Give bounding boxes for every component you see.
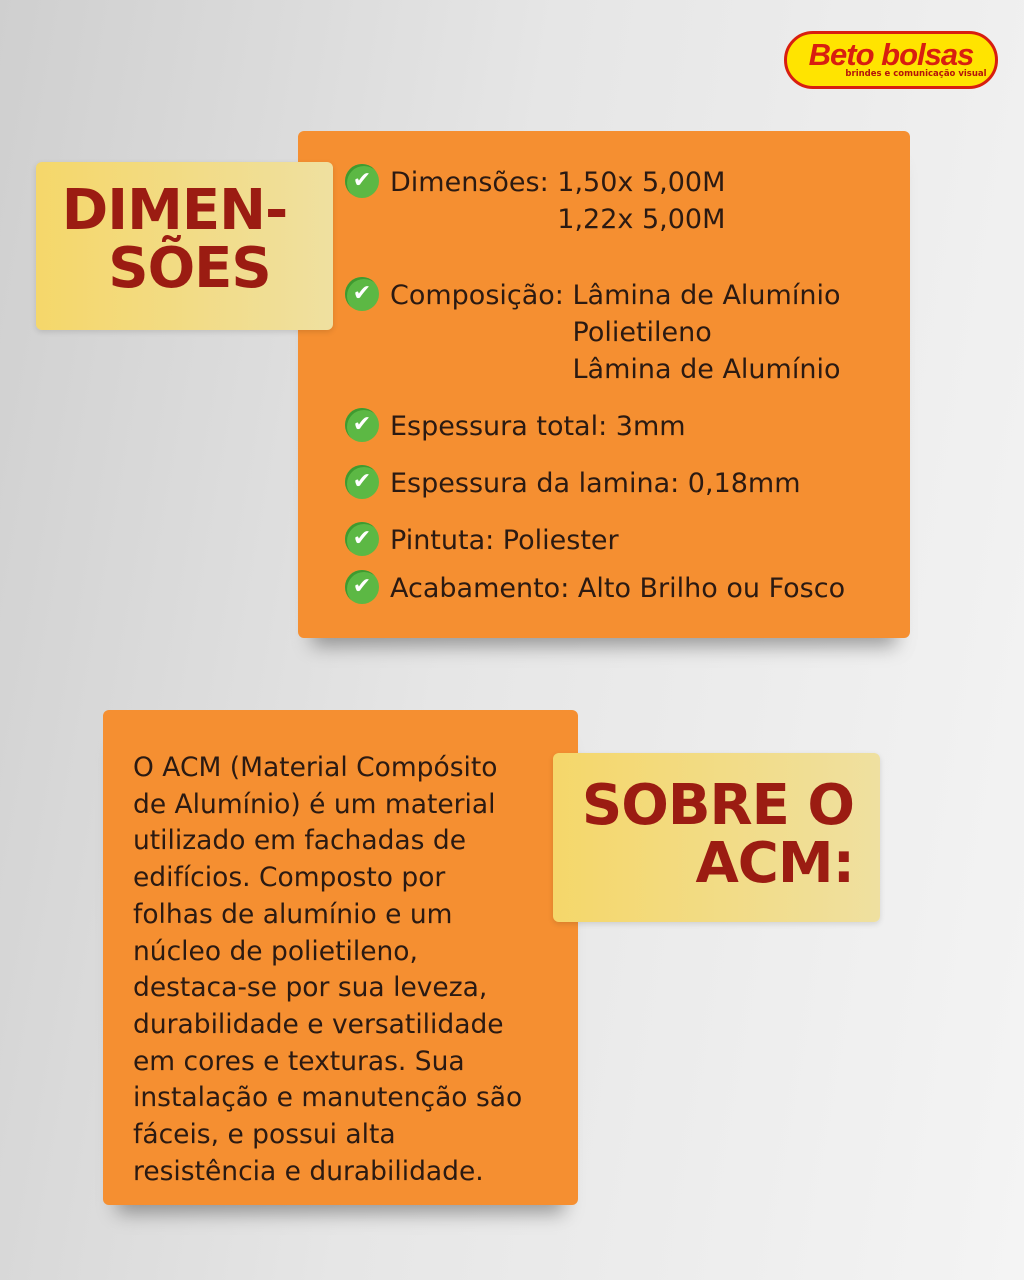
spec-item-lamina: [345, 465, 801, 502]
spec-label: Composição:: [390, 280, 564, 311]
paragraph-line: resistência e durabilidade.: [133, 1155, 484, 1187]
paragraph-line: destaca-se por sua leveza,: [133, 972, 488, 1004]
title-line: SÕES: [108, 236, 271, 301]
spec-value: Polietileno: [572, 317, 712, 348]
paragraph-line: instalação e manutenção são: [133, 1082, 523, 1114]
title-line: ACM:: [695, 831, 854, 896]
spec-item-thickness: [345, 408, 686, 445]
check-icon: ✔: [345, 522, 379, 556]
title-line: SOBRE O: [581, 773, 854, 838]
logo-brand: Beto bolsas: [808, 37, 974, 72]
title-line: DIMEN-: [61, 178, 288, 243]
spec-text: Acabamento: Alto Brilho ou Fosco: [390, 573, 846, 604]
logo-tagline: brindes e comunicação visual: [845, 69, 987, 79]
paragraph-line: de Alumínio) é um material: [133, 788, 496, 820]
spec-value: Lâmina de Alumínio: [572, 354, 841, 385]
paragraph-line: fáceis, e possui alta: [133, 1119, 396, 1151]
check-icon: ✔: [345, 164, 379, 198]
paragraph-line: folhas de alumínio e um: [133, 898, 453, 930]
spec-text: Espessura total: 3mm: [390, 411, 686, 442]
paragraph-line: O ACM (Material Compósito: [133, 752, 498, 783]
about-paragraph: [133, 750, 522, 1190]
check-icon: ✔: [345, 277, 379, 311]
spec-item-finish: [345, 570, 845, 607]
logo: [784, 31, 998, 89]
dimensions-title-box: [36, 162, 333, 330]
paragraph-line: em cores e texturas. Sua: [133, 1045, 465, 1077]
paragraph-line: utilizado em fachadas de: [133, 825, 467, 857]
check-icon: ✔: [345, 570, 379, 604]
spec-text: Espessura da lamina: 0,18mm: [390, 468, 801, 499]
spec-value: 1,50x 5,00M: [557, 167, 726, 198]
check-icon: ✔: [345, 465, 379, 499]
spec-label: Dimensões:: [390, 167, 549, 198]
spec-value: 1,22x 5,00M: [557, 204, 726, 235]
spec-item-paint: [345, 522, 619, 559]
paragraph-line: durabilidade e versatilidade: [133, 1008, 504, 1040]
spec-text: Pintuta: Poliester: [390, 525, 619, 556]
spec-item-dimensions: [345, 164, 725, 238]
about-title-box: [553, 753, 880, 922]
spec-value: Lâmina de Alumínio: [572, 280, 841, 311]
paragraph-line: edifícios. Composto por: [133, 862, 446, 894]
check-icon: ✔: [345, 408, 379, 442]
dimensions-title: [36, 178, 333, 301]
spec-item-composition: [345, 277, 840, 388]
about-title: [553, 773, 880, 896]
paragraph-line: núcleo de polietileno,: [133, 935, 418, 967]
